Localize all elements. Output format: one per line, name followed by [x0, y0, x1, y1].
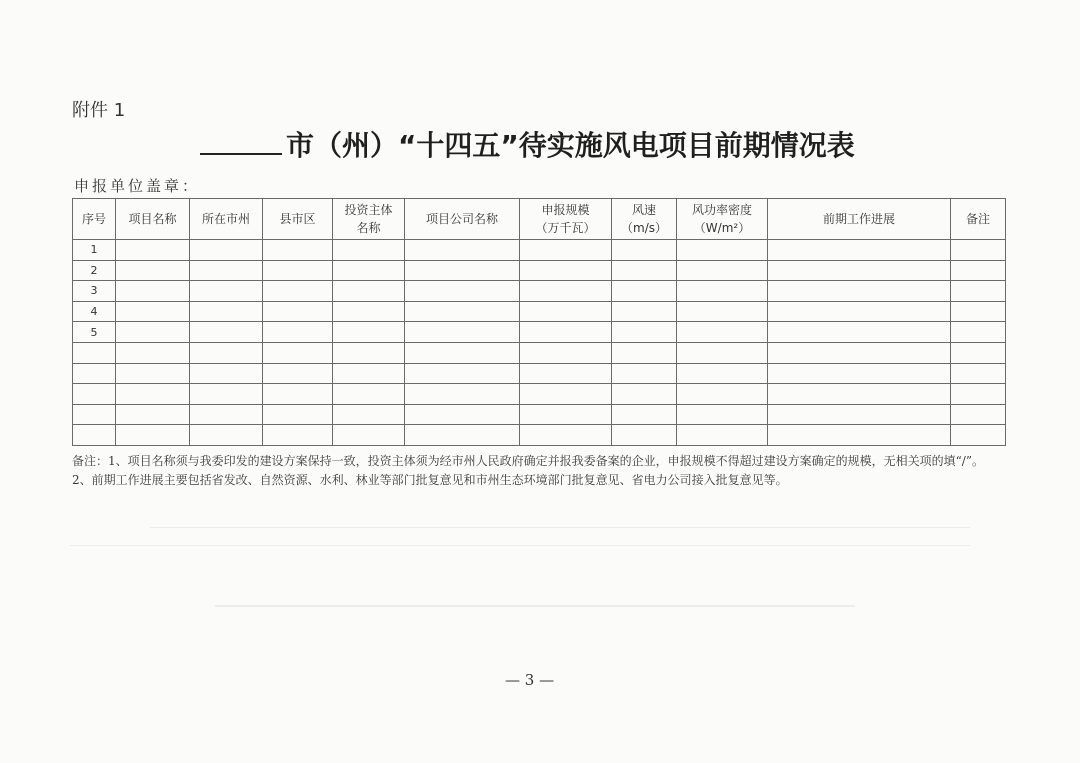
table-cell[interactable]	[520, 240, 612, 261]
table-row	[73, 281, 1006, 302]
table-cell[interactable]	[263, 281, 333, 302]
table-row	[73, 301, 1006, 322]
table-cell[interactable]	[677, 342, 768, 363]
header-cell	[333, 199, 405, 240]
table-cell[interactable]	[951, 281, 1006, 302]
table-cell[interactable]	[333, 281, 405, 302]
table-cell[interactable]	[768, 363, 951, 384]
table-cell[interactable]	[190, 281, 263, 302]
table-body	[73, 240, 1006, 446]
table-cell[interactable]	[263, 425, 333, 446]
table-cell[interactable]	[190, 342, 263, 363]
table-cell[interactable]	[612, 281, 677, 302]
table-cell[interactable]	[263, 342, 333, 363]
table-cell[interactable]	[333, 384, 405, 405]
table-cell[interactable]	[768, 425, 951, 446]
table-cell[interactable]	[677, 322, 768, 343]
table-cell[interactable]	[333, 363, 405, 384]
header-cell	[190, 199, 263, 240]
header-cell	[116, 199, 190, 240]
table-cell[interactable]	[405, 260, 520, 281]
table-cell[interactable]	[116, 281, 190, 302]
header-line-1: 项目公司名称	[425, 212, 498, 226]
header-cell	[263, 199, 333, 240]
row-number-cell[interactable]	[73, 342, 116, 363]
table-cell[interactable]	[951, 384, 1006, 405]
table-cell[interactable]	[116, 384, 190, 405]
header-line-2: （W/m²）	[693, 221, 751, 235]
table-cell[interactable]	[263, 384, 333, 405]
table-cell[interactable]	[116, 342, 190, 363]
table-cell[interactable]	[263, 363, 333, 384]
table-row	[73, 322, 1006, 343]
table-cell[interactable]	[612, 322, 677, 343]
header-line-2: （万千瓦）	[535, 221, 596, 235]
header-line-1: 风功率密度	[691, 203, 752, 217]
header-cell	[677, 199, 768, 240]
table-cell[interactable]	[951, 363, 1006, 384]
table-row	[73, 363, 1006, 384]
table-cell[interactable]	[190, 363, 263, 384]
header-line-1: 备注	[965, 212, 990, 226]
table-cell[interactable]	[520, 301, 612, 322]
table-row	[73, 425, 1006, 446]
header-cell	[768, 199, 951, 240]
table-cell[interactable]	[951, 301, 1006, 322]
row-number-cell[interactable]: 4	[73, 301, 116, 322]
header-cell	[405, 199, 520, 240]
table-cell[interactable]	[951, 260, 1006, 281]
table-cell[interactable]	[190, 240, 263, 261]
table-cell[interactable]	[333, 342, 405, 363]
header-cell	[73, 199, 116, 240]
table-cell[interactable]	[405, 384, 520, 405]
table-cell[interactable]	[768, 322, 951, 343]
table-cell[interactable]	[333, 404, 405, 425]
table-cell[interactable]	[951, 240, 1006, 261]
table-cell[interactable]	[190, 425, 263, 446]
table-cell[interactable]	[263, 322, 333, 343]
header-line-1: 县市区	[279, 212, 316, 226]
table-cell[interactable]	[263, 240, 333, 261]
table-cell[interactable]	[951, 322, 1006, 343]
table-cell[interactable]	[951, 342, 1006, 363]
table-cell[interactable]	[333, 322, 405, 343]
table-cell[interactable]	[951, 404, 1006, 425]
table-cell[interactable]	[520, 322, 612, 343]
table-cell[interactable]	[116, 404, 190, 425]
attachment-label: 附件 1	[72, 100, 126, 121]
table-cell[interactable]	[520, 384, 612, 405]
table-cell[interactable]	[768, 281, 951, 302]
note-line: 备注：1、项目名称须与我委印发的建设方案保持一致，投资主体须为经市州人民政府确定并报我委备案的企业，申报规模不得超过建设方案确定的规模，无相关项的填“/”。	[72, 454, 984, 468]
header-cell	[951, 199, 1006, 240]
table-cell[interactable]	[612, 425, 677, 446]
table-cell[interactable]	[612, 240, 677, 261]
header-line-2: （m/s）	[621, 221, 667, 235]
table-cell[interactable]	[768, 301, 951, 322]
table-cell[interactable]	[677, 404, 768, 425]
row-number-cell[interactable]	[73, 384, 116, 405]
table-row	[73, 384, 1006, 405]
table-cell[interactable]	[333, 301, 405, 322]
table-cell[interactable]	[768, 260, 951, 281]
header-line-1: 申报规模	[541, 203, 590, 217]
table-cell[interactable]	[768, 240, 951, 261]
row-number-cell[interactable]: 1	[73, 240, 116, 261]
table-cell[interactable]	[612, 363, 677, 384]
table-row	[73, 342, 1006, 363]
table-cell[interactable]	[405, 322, 520, 343]
table-row	[73, 240, 1006, 261]
note-line: 2、前期工作进展主要包括省发改、自然资源、水利、林业等部门批复意见和市州生态环境部门批复意见、省电力公司接入批复意见等。	[72, 473, 788, 487]
table-cell[interactable]	[333, 260, 405, 281]
bleed-through-mark	[150, 527, 970, 528]
table-cell[interactable]	[263, 301, 333, 322]
header-line-1: 项目名称	[128, 212, 177, 226]
stamp-label: 申报单位盖章：	[74, 177, 201, 195]
page-number: — 3 —	[505, 671, 555, 689]
table-cell[interactable]	[333, 240, 405, 261]
header-line-2: 名称	[356, 221, 381, 235]
table-cell[interactable]	[405, 240, 520, 261]
table-cell[interactable]	[677, 425, 768, 446]
bleed-through-mark	[215, 605, 855, 607]
row-number-cell[interactable]	[73, 363, 116, 384]
table-cell[interactable]	[768, 342, 951, 363]
notes-block	[72, 452, 1012, 490]
table-cell[interactable]	[116, 240, 190, 261]
row-number-cell[interactable]	[73, 404, 116, 425]
table-cell[interactable]	[263, 404, 333, 425]
table-cell[interactable]	[190, 322, 263, 343]
table-cell[interactable]	[116, 363, 190, 384]
table-cell[interactable]	[951, 425, 1006, 446]
title-text: 市（州）“十四五”待实施风电项目前期情况表	[286, 129, 855, 162]
table-cell[interactable]	[612, 260, 677, 281]
table-cell[interactable]	[190, 301, 263, 322]
table-cell[interactable]	[190, 260, 263, 281]
header-cell	[520, 199, 612, 240]
table-cell[interactable]	[520, 342, 612, 363]
row-number-cell[interactable]: 3	[73, 281, 116, 302]
bleed-through-mark	[70, 545, 970, 546]
project-table	[72, 198, 1006, 446]
table-cell[interactable]	[333, 425, 405, 446]
table-cell[interactable]	[612, 301, 677, 322]
document-title	[200, 124, 900, 164]
table-cell[interactable]	[612, 404, 677, 425]
table-cell[interactable]	[677, 281, 768, 302]
table-cell[interactable]	[520, 260, 612, 281]
table-cell[interactable]	[520, 404, 612, 425]
header-line-1: 序号	[81, 212, 106, 226]
header-line-1: 所在市州	[201, 212, 250, 226]
table-cell[interactable]	[190, 404, 263, 425]
table-row	[73, 260, 1006, 281]
table-cell[interactable]	[116, 260, 190, 281]
table-cell[interactable]	[520, 425, 612, 446]
table-cell[interactable]	[405, 281, 520, 302]
table-cell[interactable]	[612, 342, 677, 363]
table-cell[interactable]	[677, 384, 768, 405]
table-cell[interactable]	[677, 301, 768, 322]
table-cell[interactable]	[768, 404, 951, 425]
table-cell[interactable]	[677, 240, 768, 261]
table-cell[interactable]	[405, 301, 520, 322]
table-cell[interactable]	[520, 281, 612, 302]
row-number-cell[interactable]: 5	[73, 322, 116, 343]
header-line-1: 风速	[631, 203, 656, 217]
title-blank-line	[200, 153, 282, 155]
table-cell[interactable]	[677, 260, 768, 281]
table-cell[interactable]	[405, 363, 520, 384]
table-cell[interactable]	[116, 425, 190, 446]
header-line-1: 前期工作进展	[822, 212, 895, 226]
table-cell[interactable]	[405, 404, 520, 425]
table-cell[interactable]	[405, 425, 520, 446]
table-cell[interactable]	[612, 384, 677, 405]
row-number-cell[interactable]	[73, 425, 116, 446]
table-cell[interactable]	[263, 260, 333, 281]
table-cell[interactable]	[768, 384, 951, 405]
row-number-cell[interactable]: 2	[73, 260, 116, 281]
header-cell	[612, 199, 677, 240]
table-cell[interactable]	[116, 301, 190, 322]
table-header-row	[73, 199, 1006, 240]
table-cell[interactable]	[405, 342, 520, 363]
table-cell[interactable]	[520, 363, 612, 384]
header-line-1: 投资主体	[344, 203, 393, 217]
table-row	[73, 404, 1006, 425]
table-cell[interactable]	[116, 322, 190, 343]
table-cell[interactable]	[677, 363, 768, 384]
table-cell[interactable]	[190, 384, 263, 405]
